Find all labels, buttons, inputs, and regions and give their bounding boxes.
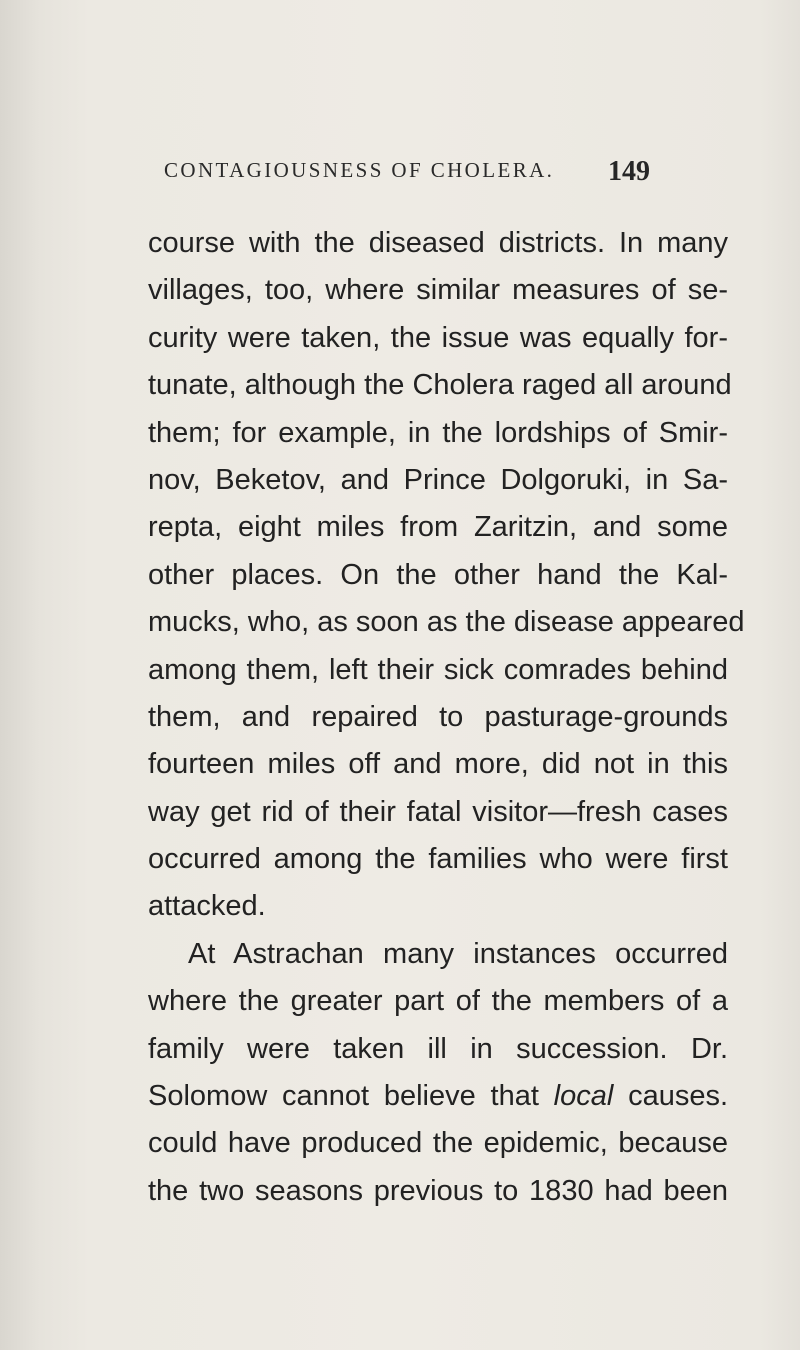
- page-number: 149: [608, 156, 650, 187]
- running-head: [164, 158, 664, 198]
- text-line: among them, left their sick comrades behind: [148, 653, 728, 686]
- text-line: tunate, although the Cholera raged all around: [148, 369, 732, 402]
- text-line: nov, Beketov, and Prince Dolgoruki, in Sa-: [148, 463, 728, 496]
- running-title: CONTAGIOUSNESS OF CHOLERA.: [164, 158, 555, 182]
- body-text: [148, 220, 745, 1215]
- italic-word: local: [553, 1080, 614, 1113]
- text-line: other places. On the other hand the Kal-: [148, 558, 728, 591]
- text-line: them, and repaired to pasturage-grounds: [148, 700, 728, 733]
- text-line: could have produced the epidemic, because: [148, 1127, 728, 1160]
- text-run: Solomow cannot believe that: [148, 1080, 554, 1113]
- text-line: where the greater part of the members of a: [148, 985, 728, 1018]
- text-line: course with the diseased districts. In many: [148, 227, 728, 259]
- text-line: occurred among the families who were first: [148, 843, 728, 876]
- text-line: curity were taken, the issue was equally for-: [148, 321, 728, 354]
- text-line: the two seasons previous to 1830 had been: [148, 1174, 728, 1207]
- text-line: way get rid of their fatal visitor—fresh cases: [148, 795, 728, 828]
- text-line: fourteen miles off and more, did not in this: [148, 748, 728, 781]
- text-run: causes.: [613, 1080, 729, 1113]
- text-line: villages, too, where similar measures of se-: [148, 274, 728, 307]
- text-line-paragraph-start: At Astrachan many instances occurred: [188, 937, 728, 970]
- text-line: them; for example, in the lordships of Smir-: [148, 416, 728, 449]
- text-line: repta, eight miles from Zaritzin, and some: [148, 511, 728, 544]
- text-line-with-italic: [148, 1073, 728, 1120]
- text-line: mucks, who, as soon as the disease appeared: [148, 606, 745, 639]
- text-line-paragraph-end: attacked.: [148, 890, 266, 923]
- text-line: family were taken ill in succession. Dr.: [148, 1032, 728, 1065]
